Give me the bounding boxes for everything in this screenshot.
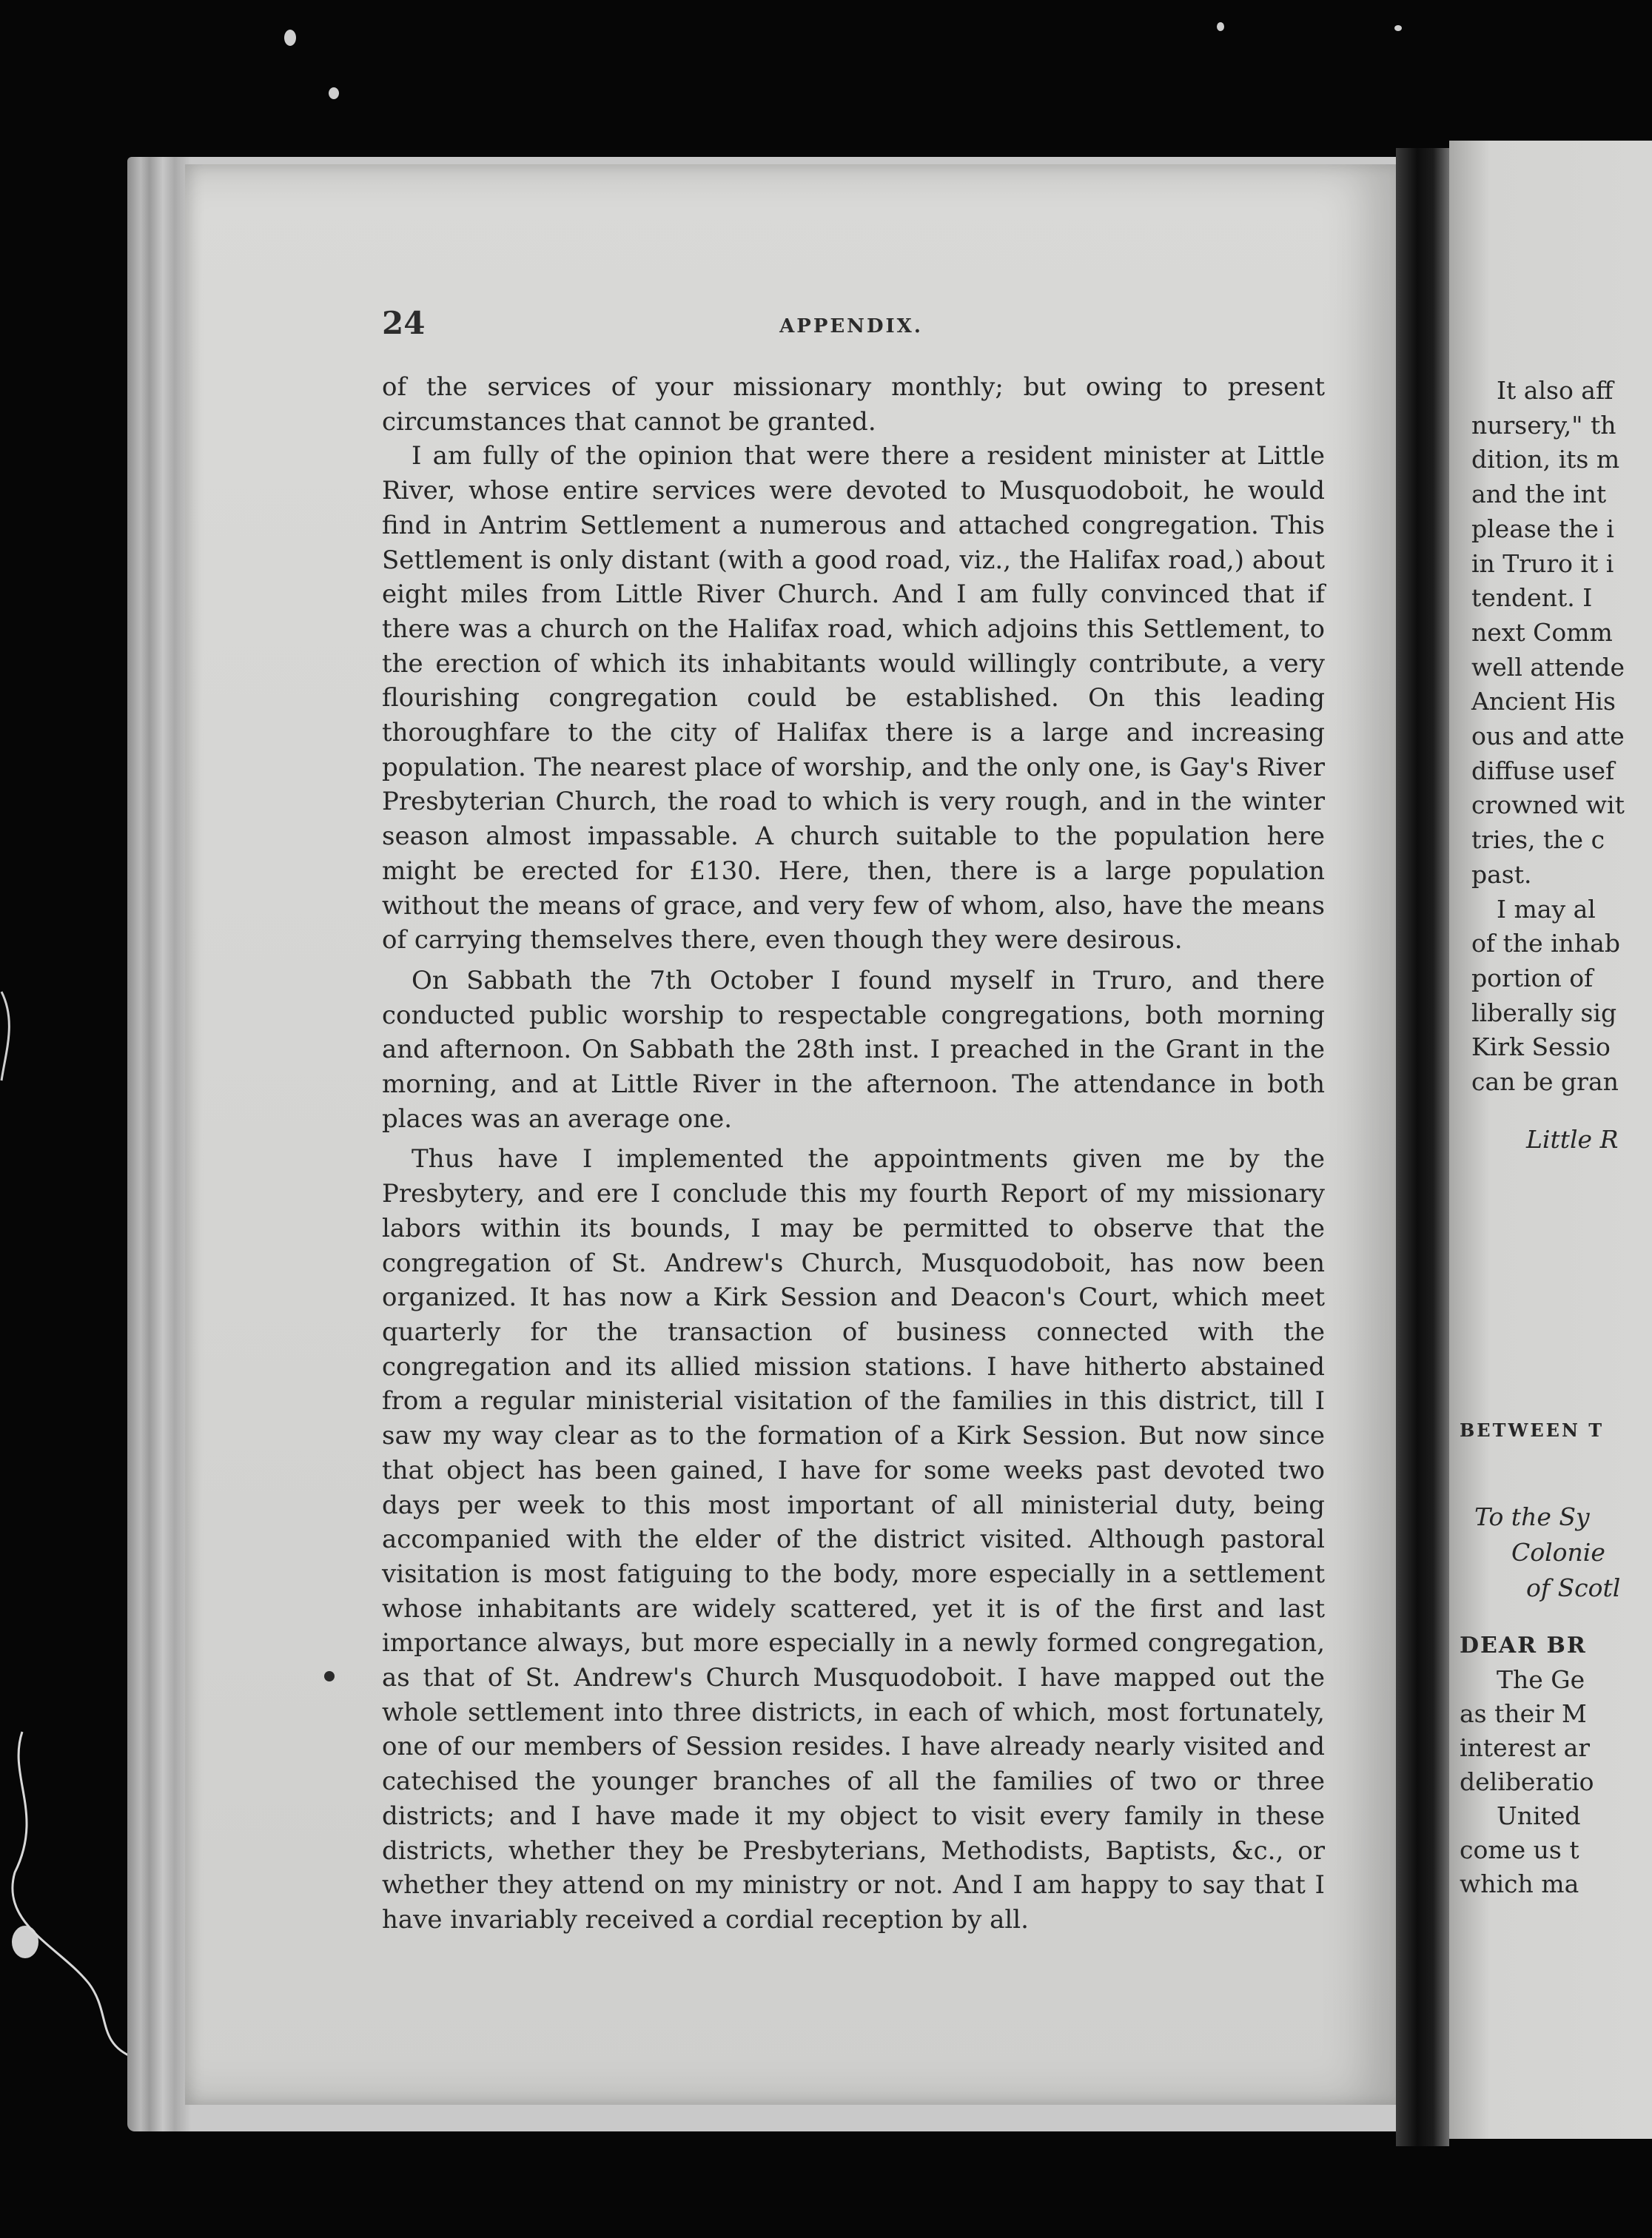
facing-page-line: Ancient His [1471,687,1616,716]
scan-speck [329,87,339,99]
facing-page-line: portion of [1471,963,1594,992]
facing-page-line: of Scotl [1526,1573,1621,1602]
scan-speck [284,30,296,46]
facing-page-line: crowned wit [1471,790,1625,820]
running-head: APPENDIX. [779,315,923,337]
paragraph: I am fully of the opinion that were there a resident minister at Little River, whose entire services were devoted to Musquodoboit, he would find in Antrim Settlement a numerous and attached congregation. This Settlement is only distant (with a good road, viz., the Halifax road,) about eight miles from Little River Church. And I am fully convinced that if there was a church on the Halifax road, which adjoins this Settlement, to the erection of which its inhabitants would willingly contribute, a very flourishing congregation could be established. On this leading thoroughfare to the city of Halifax there is a large and increasing population. The nearest place of worship, and the only one, is Gay's River Presbyterian Church, the road to which is very rough, and in the winter season almost impassable. A church suitable to the population here might be erected for £130. Here, then, there is a large population without the means of grace, and very few of whom, also, have the means of carrying themselves there, even though they were desirous. [382,441,1325,955]
paragraph: Thus have I implemented the appointments given me by the Presbytery, and ere I conclude this my fourth Report of my missionary labors within its bounds, I may be permitted to observe that the congregation of St. Andrew's Church, Musquodoboit, has now been organized. It has now a Kirk Session and Deacon's Court, which meet quarterly for the transaction of business connected with the congregation and its allied mission stations. I have hitherto abstained from a regular ministerial visitation of the families in this district, till I saw my way clear as to the formation of a Kirk Session. But now since that object has been gained, I have for some weeks past devoted two days per week to this most important of all ministerial duty, being accompanied with the elder of the district visited. Although pastoral visitation is most fatiguing to the body, more especially in a settlement whose inhabitants are widely scattered, yet it is of the first and last importance always, but more especially in a newly formed congregation, as that of St. Andrew's Church Musquodoboit. I have mapped out the whole settlement into three districts, in each of which, most fortunately, one of our members of Session resides. I have already nearly visited and catechised the younger branches of all the families of two or three districts; and I have made it my object to visit every family in these districts, whether they be Presbyterians, Methodists, Baptists, &c., or whether they attend on my ministry or not. And I am happy to say that I have invariably received a cordial reception by all. [382,1144,1325,1935]
facing-page-line: I may al [1497,894,1596,924]
page-header [382,305,1320,349]
book-gutter [1396,148,1449,2146]
facing-page-line: nursery," th [1471,410,1616,440]
facing-page-line: interest ar [1460,1733,1591,1762]
facing-page-line: come us t [1460,1835,1579,1864]
facing-page-line: and the int [1471,480,1607,509]
facing-page-line: can be gran [1471,1067,1619,1096]
facing-page-line: of the inhab [1471,929,1620,958]
facing-page-line: DEAR BR [1460,1633,1587,1659]
facing-page-line: To the Sy [1474,1502,1590,1531]
facing-page-line: deliberatio [1460,1767,1594,1796]
scan-speck [1217,22,1224,31]
right-page [1449,141,1652,2139]
facing-page-line: next Comm [1471,617,1613,647]
margin-mark [324,1671,335,1681]
facing-page-line: Little R [1526,1125,1619,1154]
facing-page-line: as their M [1460,1699,1587,1728]
facing-page-line: tries, the c [1471,825,1605,855]
paragraph: On Sabbath the 7th October I found myself in Truro, and there conducted public worship to respectable congregations, both morning and afternoon. On Sabbath the 28th inst. I preached in the Grant in the morning, and at Little River in the afternoon. The attendance in both places was an average one. [382,965,1325,1134]
body-text [382,370,1325,1938]
facing-page-line: liberally sig [1471,998,1617,1027]
facing-page-line: It also aff [1497,376,1614,405]
facing-page-line: BETWEEN T [1460,1419,1605,1441]
facing-page-line: which ma [1460,1869,1579,1898]
facing-page-line: well attende [1471,652,1625,682]
facing-page-line: ous and atte [1471,722,1625,750]
page-number: 24 [382,305,426,341]
facing-page-line: past. [1471,859,1532,889]
facing-page-line: dition, its m [1471,445,1620,474]
facing-page-line: Colonie [1511,1538,1605,1567]
facing-page-line: The Ge [1497,1665,1585,1694]
facing-page-line: Kirk Sessio [1471,1032,1611,1062]
facing-page-line: please the i [1471,514,1614,543]
facing-page-line: diffuse usef [1471,756,1615,785]
facing-page-line: tendent. I [1471,583,1593,613]
facing-page-line: in Truro it i [1471,548,1614,578]
paragraph: of the services of your missionary monthly; but owing to present circumstances that cannot be granted. [382,372,1325,437]
facing-page-line: United [1497,1801,1581,1830]
scan-speck [1394,25,1402,31]
